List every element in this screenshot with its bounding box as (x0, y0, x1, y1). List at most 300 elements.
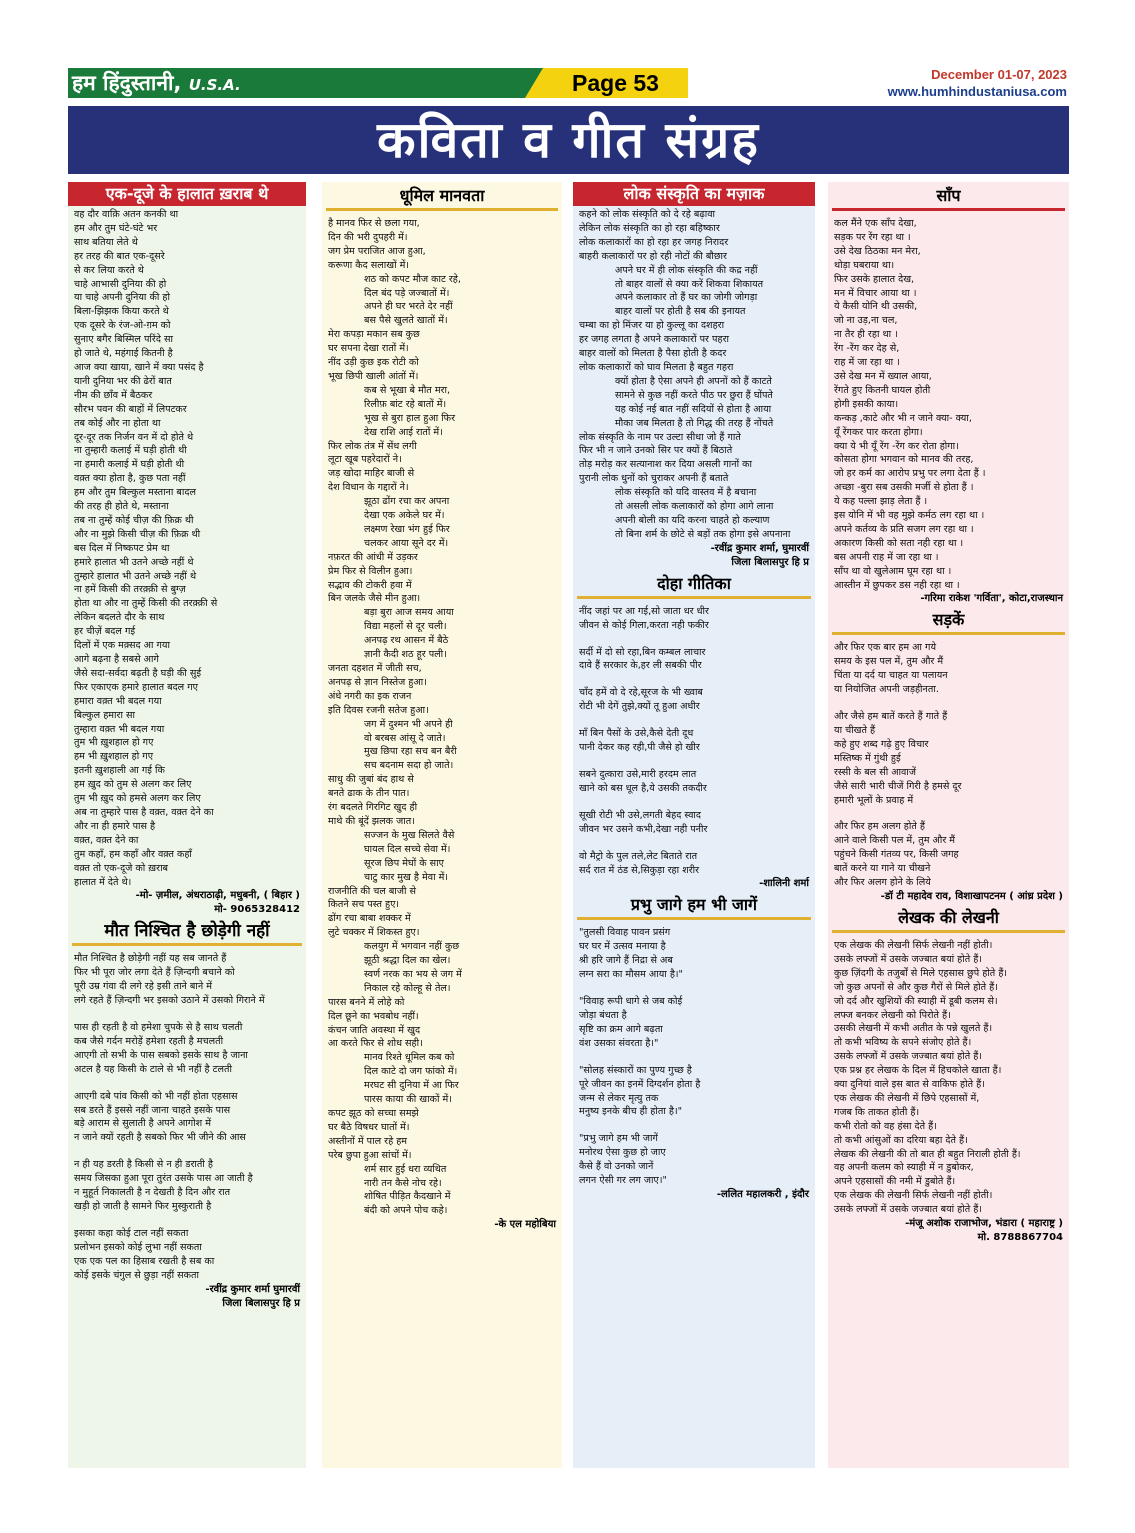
poem-line: घायल दिल सच्चे सेवा में। (364, 843, 451, 855)
poem-line: फिर भी न जाने उनको सिर पर क्यों हैं बिठाते (579, 445, 733, 457)
poem-line: वक़्त क्या होता है, कुछ पता नहीं (74, 473, 186, 485)
poem-line: पास ही रहती है वो हमेशा चुपके से है साथ चलती (74, 1022, 243, 1034)
poem-line: जो ना उड़,ना चल, (834, 315, 898, 327)
poem-line: चाटु कार मुख है मेवा में। (364, 871, 449, 883)
poem-line: लुटे चक्कर में शिकस्त हुए। (328, 927, 420, 939)
poem-line: अटल है यह किसी के टाले से भी नहीं है टलती (74, 1063, 232, 1075)
poem-line: ज्ञानी कैदी शठ हूर पली। (364, 649, 447, 661)
poem-line: रेंगते हुए कितनी घायल होती (834, 384, 931, 396)
poem-body (573, 603, 815, 878)
poem-line: चम्बा का हो मिंजर या हो कुल्लू का दशहरा (579, 320, 725, 332)
poem-line: देश विधान के गद्दारों ने। (328, 482, 409, 494)
poem-line: खड़ी हो जाती है सामने फिर मुस्कुराती है (74, 1201, 212, 1212)
stanza-break (74, 1008, 302, 1021)
poem-line: बाहर वालों पर होती है सब की इनायत (615, 306, 746, 318)
author-location: जिला बिलासपुर हि प्र (731, 556, 809, 568)
poem-line: दिल काटे दो जग फांको में। (364, 1066, 458, 1078)
poem-line: अपनी बोली का यदि करना चाहते हो कल्याण (615, 514, 770, 526)
poem-line: तुम्हारा वक़्त भी बदल गया (74, 723, 165, 735)
poem-line: घर सपना देखा रातों में। (328, 343, 409, 355)
poem-line: अच्छा -बुरा सब उसकी मर्जी से होता हैं । (834, 482, 974, 494)
poem-line: कोसता होगा भगवान को मानव की तरह, (834, 454, 974, 466)
poem-line: शठ को कपट मौज काट रहे, (364, 273, 461, 285)
poem-line: आएगी दबे पांव किसी को भी नहीं होता एहसास (74, 1090, 238, 1102)
poem-line: लोक कलाकारों का हो रहा हर जगह निरादर (579, 236, 729, 248)
poem-line: लूटा खूब पहरेदारों ने। (328, 454, 402, 466)
poem-line: प्रलोभन इसको कोई लुभा नहीं सकता (74, 1241, 202, 1253)
poem-line: बाहर वालों को मिलता है पैसा होती है कदर (579, 348, 727, 360)
poem-line: ना हमारी कलाई में घड़ी होती थी (74, 459, 185, 471)
poem-line: दिल बंद पड़े जज्बातों में। (364, 287, 450, 299)
poem-line: क्यों होता है ऐसा अपने ही अपनों को हैं काटते (615, 375, 772, 387)
poem-line: तुम्हारे हालात भी उतने अच्छे नहीं थे (74, 570, 197, 582)
poem-line: कहने को लोक संस्कृति को दे रहे बढ़ावा (579, 209, 716, 220)
poem-line: हमारा वक़्त भी बदल गया (74, 695, 162, 707)
poem-line: लेकिन लोक संस्कृति का हो रहा बहिष्कार (579, 222, 720, 234)
poem-line: ना तुम्हारी कलाई में घड़ी होती थी (74, 445, 187, 457)
poem-line: नारी तन कैसे नोच रहे। (364, 1177, 442, 1189)
stanza-break (579, 982, 811, 995)
stanza-break (579, 837, 811, 850)
stanza-break (579, 755, 811, 768)
poem-line: पारस काया की खाकों में। (364, 1094, 452, 1106)
poem-line: देख राशि आई रातों में। (364, 426, 443, 438)
poem-line: जैसे सारी भारी चीजें गिरी है हमसे दूर (834, 780, 962, 792)
poem-line: और फिर एक बार हम आ गये (834, 642, 937, 654)
poem-line: "विवाह रूपी धागे से जब कोई (579, 996, 683, 1008)
poem-author: -रवींद्र कुमार शर्मा, घुमारवीं (710, 542, 809, 554)
poem-line: स्वर्ण नरक का भय से जग में (364, 968, 462, 980)
poem-line: कंचन जाति अवस्था में खुद (328, 1024, 421, 1036)
poem-line: सच बदनाम सदा हो जाते। (364, 760, 454, 772)
poem-line: जीवन से कोई गिला,करता नही फकीर (579, 619, 709, 631)
poem-line: दिल छूने का भवबोध नहीं। (328, 1010, 419, 1022)
poem-line: वह अपनी कलम को स्याही में न डुबोकर, (834, 1162, 974, 1174)
poem-line: विद्या महलों से दूर चली। (364, 621, 447, 633)
poem-line: तुम भी ख़ुशहाल हो गए (74, 737, 154, 749)
poem-line: नींद जहां पर आ गई,सो जाता धर धीर (579, 605, 709, 617)
poem-line: वंश उसका संवरता है।" (579, 1037, 659, 1049)
page-number: Page 53 (543, 68, 688, 98)
poem-line: क्या ये भी यूँ रेंग -रेंग कर रोता होगा। (834, 440, 959, 452)
poem-line: दिन की भरी दुपहरी में। (328, 231, 408, 243)
poem-line: उसके लफ्जों में उसके जज्बात बयां होते हैं। (834, 1051, 983, 1063)
poem-line: कलयुग में भगवान नहीं कुछ (364, 941, 460, 953)
poem-line: सौरभ पवन की बाहों में लिपटकर (74, 403, 187, 415)
poem-line: या नियोजित अपनी जड़हीनता. (834, 684, 939, 696)
poem-line: लोक कलाकारों को घाव मिलता है बहुत गहरा (579, 361, 734, 373)
poem-line: लगे रहते हैं ज़िन्दगी भर इसको उठाने में उसको गिराने में (74, 995, 265, 1007)
poem-line: जो कुछ अपनों से और कुछ गैरों से मिले होते हैं। (834, 981, 998, 993)
poem-line: सबने दुत्कारा उसे,मारी हरदम लात (579, 769, 697, 780)
poem-line: तो बाहर वालों से क्या करें शिकवा शिकायत (615, 278, 764, 290)
stanza-break (579, 673, 811, 686)
poem-line: उसे देख ठिठका मन मेरा, (834, 245, 921, 257)
poem-line: हालात में देते थे। (74, 876, 132, 888)
poem-author: -डॉ टी महादेव राव, विशाखापटनम ( आंध्र प्रदेश ) (880, 890, 1063, 902)
poem-line: लेकिन बदलते दौर के साथ (74, 612, 165, 624)
poem-title: धूमिल मानवता (326, 184, 558, 211)
poem-line: साँप था वो खुलेआम घूम रहा था । (834, 565, 952, 577)
poem-line: कैसे हैं वो उनको जानें (579, 1161, 654, 1173)
poem-title: लेखक की लेखनी (832, 906, 1065, 933)
poem-line: घर घर में उत्सव मनाया है (579, 941, 666, 953)
poem-title: मौत निश्चित है छोड़ेगी नहीं (72, 919, 302, 946)
poem-line: वो बरबस आंसू दे जाते। (364, 732, 446, 744)
poem-title: एक-दूजे के हालात ख़राब थे (68, 182, 306, 206)
poem-line: ना हमें किसी की तरक़्क़ी से बुग्ज़ (74, 584, 186, 596)
poem-line: सर्दी में दो सो रहा,बिन कम्बल लाचार (579, 646, 706, 658)
poem-line: पहुंचने किसी गंतव्य पर, किसी जगह (834, 849, 959, 861)
poem-line: झूठी श्रद्धा दिल का खेल। (364, 955, 451, 967)
poem-line: वक़्त तो एक-दूजे को ख़राब (74, 862, 169, 874)
poem-line: आने वाले किसी पल में, तुम और मैं (834, 835, 956, 847)
poem-line: लक्ष्मण रेखा भंग हुई फिर (364, 523, 450, 535)
column-1 (68, 182, 306, 1468)
poem-line: वो मैट्रो के पुल तले,लेट बिताते रात (579, 850, 698, 862)
poem-line: बातें करने या गाने या चीखने (834, 863, 931, 875)
poem-line: बड़े आराम से सुलाती है अपने आगोश में (74, 1118, 211, 1130)
poem-line: बाहरी कलाकारों पर हो रही नोटों की बौछार (579, 250, 727, 262)
poem-line: फिर भी पूरा जोर लगा देते हैं ज़िन्दगी बचाने को (74, 967, 235, 979)
poem-line: उसे देख मन में ख्याल आया, (834, 370, 932, 382)
poem-line: कपट झूठ को सच्चा समझे (328, 1108, 419, 1119)
poem-line: बनते ढाक के तीन पात। (328, 788, 410, 800)
poem-line: तुम कहाँ, हम कहाँ और वक़्त कहाँ (74, 848, 192, 860)
poem-line: लोक संस्कृति के नाम पर उल्टा सीधा जो हैं गाते (579, 431, 741, 443)
author-mobile: मो- 9065328412 (214, 904, 300, 916)
poem-line: अपने कर्तव्य के प्रति सजग लग रहा था । (834, 523, 974, 535)
poem-line: रिलीफ़ बांट रहे बातों में। (364, 398, 447, 410)
poem-line: अंधे नगरी का इक राजन (328, 690, 412, 702)
poem-line: भूख से बुरा हाल हुआ फिर (364, 412, 455, 424)
poem-line: तुम भी ख़ुद को हमसे अलग कर लिए (74, 793, 201, 805)
poem-line: सुनाए बगैर बिस्मिल परिंदे सा (74, 334, 173, 346)
poem-line: वक़्त, वक़्त देने का (74, 834, 139, 846)
poem-line: बिन जलके जैसे मीन हुआ। (328, 593, 421, 605)
poem-line: कुछ ज़िंदगी के तजुर्बों से मिले एहसास छुपे होते हैं। (834, 967, 1008, 979)
poem-line: जोड़ा बंधता है (579, 1009, 627, 1021)
poem-line: सब डरते हैं इससे नहीं जाना चाहते इसके पास (74, 1104, 231, 1116)
poem-line: तो कभी भविष्य के सपने संजोए होते हैं। (834, 1037, 972, 1049)
poem-line: पुरानी लोक धुनों को चुराकर अपनी हैं बताते (579, 473, 729, 485)
poem-line: रंग बदलते गिरगिट खुद ही (328, 802, 418, 814)
poem-author: -मंजू अशोक राजाभोज, भंडारा ( महाराष्ट्र ) (905, 1218, 1063, 1230)
poem-line: "सोलह संस्कारों का पुण्य गुच्छ है (579, 1064, 692, 1076)
poem-line: होता था और ना तुम्हें किसी की तरक़्क़ी से (74, 598, 218, 610)
poem-line: अपने घर में ही लोक संस्कृति की कद्र नहीं (615, 264, 758, 276)
poem-line: अपने कलाकार तो हैं घर का जोगी जोगड़ा (615, 292, 758, 304)
author-mobile: मो. 8788867704 (977, 1232, 1063, 1244)
stanza-break (579, 1051, 811, 1064)
issue-date: December 01-07, 2023 (931, 67, 1067, 82)
poem-author: -शालिनी शर्मा (759, 878, 809, 890)
poem-line: हमारे हालात भी उतने अच्छे नहीं थे (74, 556, 194, 568)
poem-line: मनोरथ ऐसा कुछ हो जाए (579, 1147, 666, 1159)
section-banner: कविता व गीत संग्रह (68, 106, 1069, 174)
poem-line: जनता दहशत में जीती सच, (328, 663, 422, 674)
poem-line: लेखक की लेखनी की तो बात ही बहुत निराली होती हैं। (834, 1148, 1021, 1160)
poem-line: समय जिसका हुआ पूरा तुरंत उसके पास आ जाती है (74, 1173, 253, 1185)
poem-line: जन्म से लेकर मृत्यु तक (579, 1092, 659, 1104)
poem-line: एक एक पल का हिसाब रखती है सब का (74, 1255, 215, 1267)
poem-line: जैसे सदा-सर्वदा बढ़ती है घड़ी की सुई (74, 667, 202, 679)
website-link[interactable]: www.humhindustaniusa.com (887, 84, 1067, 99)
poem-line: झूठा ढोंग रचा कर अपना (364, 496, 450, 508)
poem-line: इति दिवस रजनी सतेज हुआ। (328, 704, 429, 716)
poem-line: दूर-दूर तक निर्जन वन में दो होते थे (74, 431, 194, 443)
poem-line: जो हर कर्म का आरोप प्रभु पर लगा देता हैं । (834, 468, 986, 480)
poem-line: एक लेखक की लेखनी सिर्फ लेखनी नहीं होती। (834, 1190, 993, 1202)
stanza-break (74, 1214, 302, 1227)
poem-line: नींद उड़ी कुछ इक रोटी को (328, 357, 419, 369)
poem-line: माँ बिन पैसों के उसे,कैसे देती दूध (579, 728, 694, 740)
poem-line: उसके लफ्जों में उसके जज्बात बयां होते हैं। (834, 1204, 983, 1216)
poem-line: चलकर आया सूने दर में। (364, 537, 449, 549)
poem-line: सद्भाव की टोकरी हवा में (328, 579, 412, 591)
poem-body (828, 639, 1069, 890)
poem-line: फिर लोक तंत्र में सेंध लगी (328, 440, 417, 452)
poem-line: ये कैसी योनि थी उसकी, (834, 301, 918, 313)
poem-line: नफ़रत की आंधी में उड़कर (328, 551, 418, 563)
poem-line: मन में विचार आया था । (834, 287, 917, 299)
poem-line: एक लेखक की लेखनी सिर्फ लेखनी नहीं होती। (834, 939, 993, 951)
poem-line: दिलों में एक मक़्सद आ गया (74, 640, 170, 652)
poem-author: -के एल महोबिया (494, 1219, 556, 1231)
poem-line: आएगी तो सभी के पास सबको इसके साथ है जाना (74, 1049, 248, 1061)
poem-line: चिंता या दर्द या चाहत या पलायन (834, 670, 948, 682)
poem-author: -रवींद्र कुमार शर्मा घुमारवीं (205, 1283, 300, 1295)
poem-line: न मुहूर्त निकालती है न देखती है दिन और रात (74, 1187, 231, 1199)
poem-title: लोक संस्कृति का मज़ाक (573, 182, 815, 206)
poem-line: साथ बतिया लेते थे (74, 236, 138, 248)
poem-line: पानी देकर कह रही,पी जैसे हो खीर (579, 742, 700, 754)
poem-title: प्रभु जागे हम भी जागें (577, 893, 811, 920)
poem-line: अनपढ़ रथ आसन में बैठे (364, 635, 449, 647)
poem-line: बस पैसे खुलते खातों में। (364, 315, 448, 327)
poem-line: या चीखते हैं (834, 725, 876, 736)
poem-line: परेब छुपा हुआ सांचों में। (328, 1149, 412, 1161)
poem-line: की तरह ही होते थे, मस्ताना (74, 501, 169, 513)
poem-line: जड़ खोदा माहिर बाजी से (328, 468, 415, 480)
poem-line: साधु की जुबां बंद हाथ से (328, 774, 414, 786)
poem-line: अब ना तुम्हारे पास है वक़्त, वक़्त देने का (74, 806, 214, 818)
poem-line: गजब कि ताकत होती हैं। (834, 1106, 920, 1118)
poem-line: तो असली लोक कलाकारों को होगा आगे लाना (615, 501, 774, 513)
poem-line: हम भी ख़ुशहाल हो गए (74, 751, 153, 763)
poem-line: कभी रोतो को वह हंसा देते हैं। (834, 1120, 937, 1132)
poem-line: सड़क पर रेंग रहा था । (834, 231, 911, 243)
poem-line: जीवन भर उसने कभी,देखा नही पनीर (579, 823, 708, 835)
poem-line: और जैसे हम बातें करते हैं गाते हैं (834, 711, 948, 723)
poem-line: बिला-झिझक किया करते थे (74, 306, 169, 318)
stanza-break (834, 697, 1065, 710)
stanza-break (74, 1077, 302, 1090)
stanza-break (579, 796, 811, 809)
poem-body (68, 950, 306, 1282)
poem-line: लग्न सरा का मौसम आया है।" (579, 969, 683, 981)
masthead-brand (68, 68, 543, 98)
poem-line: चाँद हमें वो दे रहे,सूरज के भी ख्वाब (579, 687, 703, 699)
poem-title: सड़कें (832, 608, 1065, 635)
poem-line: वह दौर वाक़ि अतन कनकी था (74, 209, 179, 220)
poem-line: से कर लिया करते थे (74, 264, 144, 276)
poem-line: शोषित पीड़ित कैदखाने में (364, 1191, 451, 1203)
poem-line: ये कह पल्ला झाड़ लेता हैं । (834, 496, 928, 508)
poem-line: क्या दुनियां वाले इस बात से वाकिफ होते हैं। (834, 1079, 985, 1091)
poem-line: और फिर हम अलग होते हैं (834, 821, 925, 833)
poem-line: इतनी ख़ुशहाली आ गई कि (74, 765, 165, 777)
poem-line: लगन ऐसी गर लग जाए।" (579, 1175, 667, 1187)
column-2 (322, 182, 562, 1468)
poem-line: माथे की बूंदें झलक जात। (328, 815, 415, 827)
poem-line: तब ना तुम्हें कोई चीज़ की फ़िक्र थी (74, 514, 194, 526)
poem-line: मरघट सी दुनिया में आ फिर (364, 1080, 459, 1092)
poem-line: कन्कड़ ,काटे और भी न जाने क्या- क्या, (834, 412, 972, 424)
poem-title: साँप (832, 184, 1065, 211)
poem-line: मुख छिपा रहा सच बन बैरी (364, 746, 457, 758)
poem-line: सर्द रात में ठंड से,सिकुड़ा रहा शरीर (579, 864, 700, 876)
poem-line: दावे हैं सरकार के,हर ली सबकी पीर (579, 660, 702, 672)
poem-line: राजनीति की चल बाजी से (328, 885, 416, 897)
poem-line: जग में दुश्मन भी अपने ही (364, 718, 453, 730)
poem-line: उसके लफ्जों में उसके जज्बात बयां होते हैं। (834, 953, 983, 965)
poem-line: ढोंग रचा बाबा शक्कर में (328, 913, 411, 925)
poem-line: सृष्टि का क्रम आगे बढ़ता (579, 1023, 663, 1035)
poem-line: नीम की छाँव में बैठकर (74, 389, 153, 401)
poem-line: बड़ा बुरा आज समय आया (364, 607, 454, 619)
poem-line: होगी इसकी काया। (834, 398, 899, 410)
poem-line: आगे बढ़ना है सबसे आगे (74, 654, 159, 665)
poem-line: समय के इस पल में, तुम और मैं (834, 656, 944, 668)
poem-body (828, 937, 1069, 1217)
poem-line: इसका कहा कोई टाल नहीं सकता (74, 1227, 189, 1239)
poem-line: रस्सी के बल सी आवाजें (834, 766, 916, 778)
poem-line: थोड़ा घबराया था। (834, 259, 895, 271)
poem-line: कब जैसे गर्दन मरोड़ें हमेशा रहती है मचलती (74, 1035, 224, 1047)
stanza-break (834, 807, 1065, 820)
poem-line: न जाने क्यों रहती है सबको फिर भी जीने की आस (74, 1132, 246, 1144)
poem-line: मौका जब मिलता है तो गिद्ध की तरह हैं नोंचते (615, 417, 774, 429)
poem-line: हमारी भूलों के प्रवाह में (834, 794, 914, 806)
poem-line: खाने को बस धूल है,ये उसकी तकदीर (579, 782, 707, 794)
poem-line: फिर उसके हालात देख, (834, 273, 915, 285)
poem-line: राह में जा रहा था । (834, 357, 900, 369)
poem-line: लोक संस्कृति को यदि वास्तव में है बचाना (615, 487, 757, 499)
poem-line: यानी दुनिया भर की ढेरों बात (74, 375, 172, 387)
brand-suffix: U.S.A. (188, 76, 241, 94)
poem-line: तोड़ मरोड़ कर सत्यानाश कर दिया असली गानों का (579, 459, 752, 471)
poem-title: दोहा गीतिका (577, 572, 811, 599)
brand-name: हम हिंदुस्तानी, (72, 71, 182, 95)
poem-line: अपने एहसासों की नमी में डुबोते हैं। (834, 1176, 956, 1188)
poem-line: अकारण किसी को सता नही रहा था । (834, 537, 964, 549)
poem-line: अस्तीनों में पाल रहे हम (328, 1135, 408, 1147)
poem-line: ना तैर ही रहा था । (834, 329, 898, 341)
poem-body (828, 215, 1069, 592)
poem-line: उसकी लेखनी में कभी अतीत के पन्ने खुलते हैं। (834, 1023, 993, 1035)
poem-line: पूरे जीवन का इनमें दिग्दर्शन होता है (579, 1078, 701, 1090)
poem-line: जो दर्द और खुशियों की स्याही में डूबी कलम से। (834, 995, 998, 1007)
poem-body (68, 206, 306, 889)
poem-line: भूख छिपी खाली आंतों में। (328, 370, 419, 382)
poem-line: अपने ही घर भरते देर नहीं (364, 301, 453, 313)
poem-body (322, 215, 562, 1218)
poem-line: चाहे आभासी दुनिया की हो (74, 278, 167, 290)
poem-author: -गरिमा राकेश 'गर्विता', कोटा,राजस्थान (920, 593, 1063, 605)
poem-line: कितने सच पस्त हुए। (328, 899, 400, 911)
poem-line: निकाल रहे कोल्हू से तेल। (364, 982, 451, 994)
poem-line: हम और तुम बिल्कुल मस्ताना बादल (74, 487, 196, 499)
poem-line: फिर एकाएक हमारे हालात बदल गए (74, 681, 198, 693)
poem-line: देखा एक अकेले घर में। (364, 510, 445, 522)
poem-author: -ललित महालकरी , इंदौर (716, 1188, 809, 1200)
poem-line: आस्तीन में छुपकर डस नही रहा था । (834, 579, 960, 591)
poem-line: मानव रिश्ते धूमिल कब को (364, 1052, 455, 1064)
poem-body (573, 206, 815, 542)
poem-line: न ही यह डरती है किसी से न ही डराती है (74, 1159, 213, 1171)
poem-line: सूरज छिप मेघों के साए (364, 857, 444, 869)
poem-line: है मानव फिर से छला गया, (328, 218, 420, 229)
poem-line: लफ्ज बनकर लेखनी को पिरोते हैं। (834, 1009, 951, 1021)
poem-line: तो कभी आंसुओं का दरिया बहा देते हैं। (834, 1134, 968, 1146)
stanza-break (579, 1119, 811, 1132)
poem-line: मेरा कपड़ा मकान सब कुछ (328, 329, 420, 341)
poem-line: मनुष्य इनके बीच ही होता है।" (579, 1106, 682, 1118)
poem-line: कोई इसके चंगुल से छुड़ा नहीं सकता (74, 1269, 199, 1281)
stanza-break (579, 633, 811, 646)
poem-line: इस योनि में भी वह मुझे कर्मठ लग रहा था । (834, 510, 985, 522)
poem-line: बस अपनी राह में जा रहा था । (834, 551, 939, 563)
poem-line: यूँ रेंगकर पार करता होगा। (834, 426, 923, 438)
poem-line: मस्तिष्क में गुंथी हुई (834, 752, 901, 764)
poem-line: सूखी रोटी भी उसे,लगती बेहद स्वाद (579, 809, 701, 821)
poem-line: हर चीज़ें बदल गई (74, 626, 136, 638)
poem-line: बंदी को अपने पोच कहे। (364, 1205, 448, 1217)
poem-line: हम ख़ुद को तुम से अलग कर लिए (74, 779, 192, 791)
poem-line: करूणा कैद सलाखों में। (328, 259, 410, 271)
poem-line: और ना मुझे किसी चीज़ की फ़िक्र थी (74, 528, 201, 540)
poem-line: या चाहे अपनी दुनिया की हो (74, 292, 170, 304)
poem-line: "तुलसी विवाह पावन प्रसंग (579, 927, 671, 939)
poem-line: प्रेम फिर से विलीन हुआ। (328, 565, 413, 577)
poem-line: आज क्या खाया, खाने में क्या पसंद है (74, 361, 204, 373)
poem-line: श्री हरि जागे हैं निद्रा से अब (579, 955, 673, 967)
poem-line: जग प्रेम पराजित आज हुआ, (328, 245, 426, 257)
poem-line: कब से भूखा बे मौत मरा, (364, 384, 451, 396)
poem-line: तब कोई और ना होता था (74, 417, 161, 429)
poem-line: कल मैंने एक साँप देखा, (834, 218, 917, 229)
poem-line: एक दूसरे के रंज-ओ-ग़म को (74, 320, 171, 332)
poem-line: रेंग -रेंग कर देह से, (834, 343, 900, 355)
poem-line: मौत निश्चित है छोड़ेगी नहीं यह सब जानते हैं (74, 953, 227, 965)
poem-line: एक प्रश्न हर लेखक के दिल में हिचकोले खाता हैं। (834, 1065, 1002, 1077)
stanza-break (579, 714, 811, 727)
poem-line: तो बिना शर्म के छोटे से बड़ों तक होगा इसे अपनाना (615, 528, 791, 540)
poem-line: अनपढ़ से ज्ञान निस्तेज हुआ। (328, 676, 427, 688)
poem-line: यह कोई नई बात नहीं सदियों से होता है आया (615, 403, 772, 415)
poem-line: सज्जन के मुख सिलते वैसे (364, 829, 455, 841)
poem-line: बिल्कुल हमारा सा (74, 709, 135, 721)
poem-line: हो जाते थे, महंगाई कितनी है (74, 348, 173, 360)
poem-line: घर बैठे विषधर घातों में। (328, 1121, 410, 1133)
poem-line: रोटी भी देगें तुझे,क्यों तू हुआ अधीर (579, 701, 700, 713)
poem-line: "प्रभु जागे हम भी जागें (579, 1133, 658, 1145)
poem-line: और फिर अलग होने के लिये (834, 877, 931, 889)
poem-author: -मो- ज़मील, अंधराठाढ़ी, मधुबनी, ( बिहार ) (135, 890, 300, 902)
author-location: जिला बिलासपुर हि प्र (222, 1297, 300, 1309)
poem-body (573, 924, 815, 1188)
